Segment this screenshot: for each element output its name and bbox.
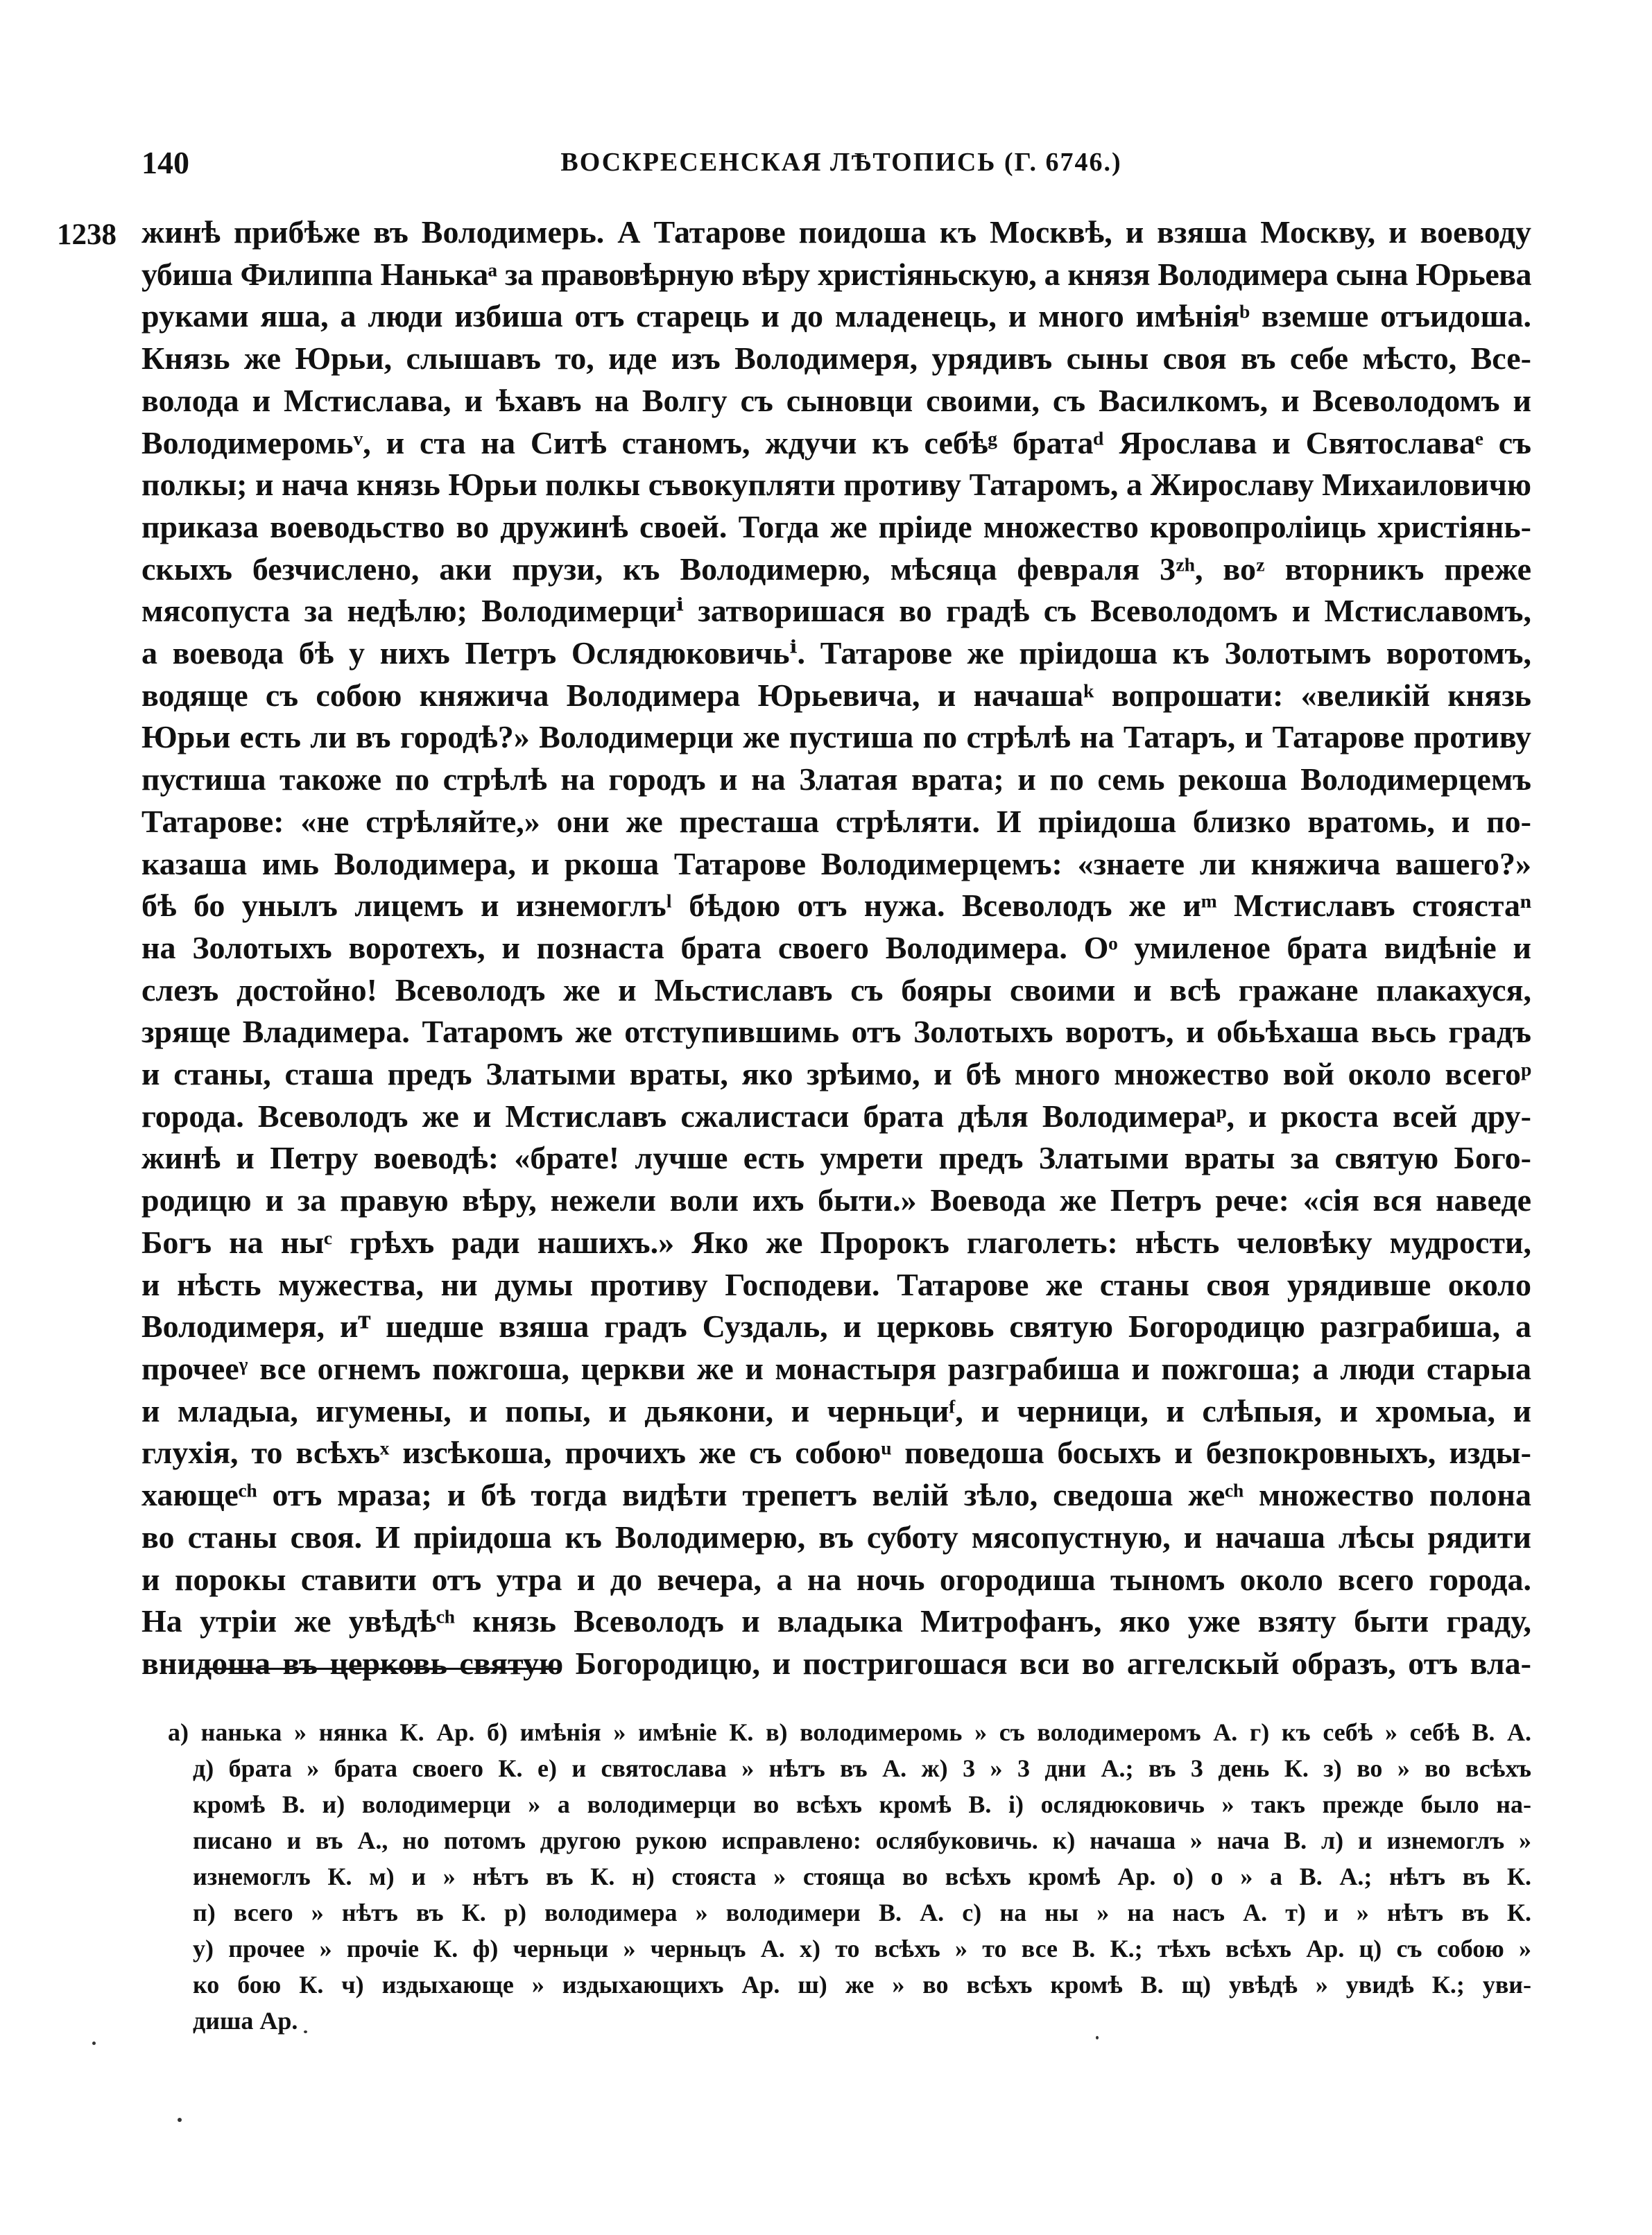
text-line: и младыа, игумены, и попы, и дьякони, и черньциᶠ, и черници, и слѣпыя, и хромыа, и — [141, 1392, 1531, 1429]
scan-speck — [178, 2118, 182, 2122]
text-line: Володимеря, иᵀ шедше взяша градъ Суздаль, и церковь святую Богородицю разграбиша, а — [141, 1309, 1531, 1345]
text-line: водяще съ собою княжича Володимера Юрьевича, и начашаᵏ вопрошати: «великій князь — [141, 677, 1531, 713]
text-line: и порокы ставити отъ утра и до вечера, а на ночь огородиша тыномъ около всего города. — [141, 1561, 1531, 1597]
text-line: Богъ на ныᶜ грѣхъ ради нашихъ.» Яко же Пророкъ глаголеть: нѣсть человѣку мудрости, — [141, 1224, 1531, 1260]
footnote-line: п) всего » нѣтъ въ К. р) володимера » володимери В. А. с) на ны » на насъ А. т) и » нѣтъ въ К. — [193, 1899, 1531, 1926]
text-line: и станы, сташа предъ Златыми враты, яко зрѣимо, и бѣ много множество вой около всегоᵖ — [141, 1056, 1531, 1092]
text-line: на Золотыхъ воротехъ, и познаста брата своего Володимера. Oᵒ умиленое брата видѣніе и — [141, 929, 1531, 965]
text-line: мясопуста за недѣлю; Володимерциⁱ затворишася во градѣ съ Всеволодомъ и Мстиславомъ, — [141, 593, 1531, 629]
scan-speck — [304, 2030, 307, 2033]
footnote-line: у) прочее » прочіе К. ф) черньци » черньцъ А. х) то всѣхъ » то все В. К.; тѣхъ всѣхъ Ар. ц) съ собою » — [193, 1935, 1531, 1962]
text-line: бѣ бо унылъ лицемъ и изнемоглъˡ бѣдою отъ нужа. Всеволодъ же иᵐ Мстиславъ стоястаⁿ — [141, 888, 1531, 924]
text-line: глухія, то всѣхъˣ изсѣкоша, прочихъ же съ собоюᵘ поведоша босыхъ и безпокровныхъ, изды- — [141, 1435, 1531, 1471]
text-line: скыхъ безчислено, аки прузи, къ Володимерю, мѣсяца февраля 3ᶻʰ, воᶻ вторникъ преже — [141, 551, 1531, 587]
footnote-line: д) брата » брата своего К. е) и святослава » нѣтъ въ А. ж) 3 » 3 дни А.; въ 3 день К. з) во » во всѣхъ — [193, 1754, 1531, 1782]
footnote-line: писано и въ А., но потомъ другою рукою исправлено: ослябуковичь. к) начаша » нача В. л) и изнемоглъ » — [193, 1827, 1531, 1854]
footnote-line: диша Ар. — [193, 2007, 298, 2035]
footnote-line: а) нанька » нянка К. Ар. б) имѣнія » имѣніе К. в) володимеромь » съ володимеромъ А. г) къ себѣ » себѣ В. А. — [168, 1718, 1531, 1746]
running-title: ВОСКРЕСЕНСКАЯ ЛѢТОПИСЬ (Г. 6746.) — [560, 148, 1122, 177]
scan-speck — [92, 2042, 96, 2045]
text-line: города. Всеволодъ же и Мстиславъ сжалистаси брата дѣля Володимераᵖ, и ркоста всей дру- — [141, 1098, 1531, 1134]
text-line: зряще Владимера. Татаромъ же отступившимь отъ Золотыхъ воротъ, и обьѣхаша вьсь градъ — [141, 1014, 1531, 1050]
text-line: хающеᶜʰ отъ мраза; и бѣ тогда видѣти трепетъ велій зѣло, сведоша жеᶜʰ множество полона — [141, 1477, 1531, 1513]
text-line: приказа воеводьство во дружинѣ своей. Тогда же пріиде множество кровопроліиць христіянь- — [141, 508, 1531, 544]
text-line: жинѣ прибѣже въ Володимерь. А Татарове поидоша къ Москвѣ, и взяша Москву, и воеводу — [141, 214, 1531, 250]
running-header — [141, 144, 1541, 193]
text-line: а воевода бѣ у нихъ Петръ Ослядюковичьⁱ. Татарове же пріидоша къ Золотымъ воротомъ, — [141, 635, 1531, 671]
scan-speck — [1096, 2036, 1099, 2039]
margin-year: 1238 — [57, 218, 117, 251]
text-line: Татарове: «не стрѣляйте,» они же престаша стрѣляти. И пріидоша близко вратомь, и по- — [141, 803, 1531, 839]
footnote-line: кромѣ В. и) володимерци » а володимерци во всѣхъ кромѣ В. і) ослядюковичь » такъ прежде было на- — [193, 1790, 1531, 1818]
text-line: родицю и за правую вѣру, нежели воли ихъ быти.» Воевода же Петръ рече: «сія вся наведе — [141, 1182, 1531, 1218]
text-line: убиша Филиппа Нанькаᵃ за правовѣрную вѣру христіяньскую, а князя Володимера сына Юрьева — [141, 256, 1531, 292]
text-line: Князь же Юрьи, слышавъ то, иде изъ Володимеря, урядивъ сыны своя въ себе мѣсто, Все- — [141, 340, 1531, 377]
text-line: прочееᵞ все огнемъ пожгоша, церкви же и монастыря разграбиша и пожгоша; а люди старыа — [141, 1350, 1531, 1386]
text-line: Володимеромьᵛ, и ста на Ситѣ станомъ, ждучи къ себѣᵍ братаᵈ Ярослава и Святославаᵉ съ — [141, 424, 1531, 460]
page-number: 140 — [141, 145, 189, 180]
footnote-divider — [201, 1668, 559, 1670]
text-line: Юрьи есть ли въ городѣ?» Володимерци же пустиша по стрѣлѣ на Татаръ, и Татарове противу — [141, 719, 1531, 755]
text-line: во станы своя. И пріидоша къ Володимерю, въ суботу мясопустную, и начаша лѣсы рядити — [141, 1519, 1531, 1555]
text-line: волода и Мстислава, и ѣхавъ на Волгу съ сыновци своими, съ Василкомъ, и Всеволодомъ и — [141, 382, 1531, 418]
footnote-line: ко бою К. ч) издыхающе » издыхающихъ Ар. ш) же » во всѣхъ кромѣ В. щ) увѣдѣ » увидѣ К.; уви- — [193, 1971, 1531, 1999]
text-line: слезъ достойно! Всеволодъ же и Мьстиславъ съ бояры своими и всѣ гражане плакахуся, — [141, 972, 1531, 1008]
text-line: На утріи же увѣдѣᶜʰ князь Всеволодъ и владыка Митрофанъ, яко уже взяту быти граду, — [141, 1603, 1531, 1639]
main-text-block — [141, 212, 1531, 1685]
text-line: внидоша въ церковь святую Богородицю, и постригошася вси во аггелскый образъ, отъ вла- — [141, 1645, 1531, 1681]
text-line: руками яша, а люди избиша отъ старець и до младенець, и много имѣніяᵇ вземше отъидоша. — [141, 298, 1531, 334]
text-line: жинѣ и Петру воеводѣ: «брате! лучше есть умрети предъ Златыми враты за святую Бого- — [141, 1140, 1531, 1176]
text-line: казаша имь Володимера, и ркоша Татарове Володимерцемъ: «знаете ли княжича вашего?» — [141, 845, 1531, 881]
footnote-line: изнемоглъ К. м) и » нѣтъ въ К. н) стояста » стояща во всѣхъ кромѣ Ар. о) о » а В. А.; нѣтъ въ К. — [193, 1863, 1531, 1890]
text-line: полкы; и нача князь Юрьи полкы съвокупляти противу Татаромъ, а Жирославу Михаиловичю — [141, 467, 1531, 503]
footnotes-block — [168, 1714, 1531, 2039]
text-line: и нѣсть мужества, ни думы противу Господеви. Татарове же станы своя урядивше около — [141, 1266, 1531, 1302]
text-line: пустиша такоже по стрѣлѣ на городъ и на Златая врата; и по семь рекоша Володимерцемъ — [141, 761, 1531, 797]
